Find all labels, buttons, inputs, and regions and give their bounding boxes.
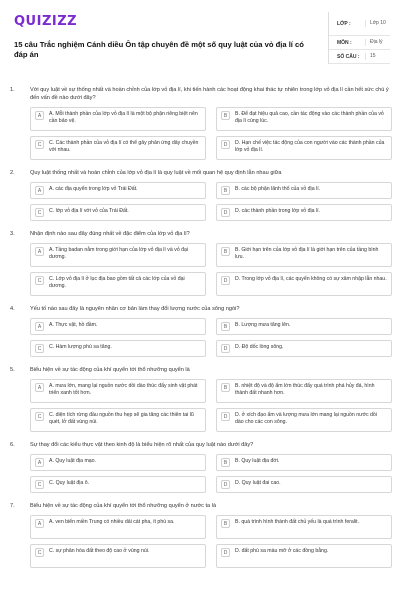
option-text: A. Mỗi thành phần của lớp vỏ địa lí là một bộ phận riêng biệt nên cần bảo vệ. xyxy=(49,111,198,124)
option-letter-box: A xyxy=(35,383,44,392)
quizizz-logo: QUIZIZZ xyxy=(14,14,78,29)
option-text: D. Độ dốc lòng sông. xyxy=(235,344,284,350)
option-letter-box: A xyxy=(35,519,44,528)
answer-option-b[interactable] xyxy=(216,107,392,131)
option-letter-box: A xyxy=(35,186,44,195)
option-text: D. Trong lớp vỏ địa lí, các quyển không có sự xâm nhập lẫn nhau. xyxy=(235,276,387,282)
answer-option-d[interactable] xyxy=(216,408,392,432)
answer-option-a[interactable] xyxy=(30,318,206,335)
question-header xyxy=(10,502,392,510)
question-header xyxy=(10,366,392,374)
question-4 xyxy=(10,305,392,357)
question-text: Biểu hiện về sự tác động của khí quyển tới thổ nhưỡng quyển là xyxy=(30,367,190,373)
option-text: C. lớp vỏ địa lí với vỏ của Trái Đất. xyxy=(49,208,129,214)
question-text: Quy luật thống nhất và hoàn chỉnh của lớp vỏ địa lí là quy luật về mối quan hệ quy định lẫn nhau giữa xyxy=(30,170,282,176)
meta-label: MÔN : xyxy=(337,39,352,46)
option-letter-box: C xyxy=(35,548,44,557)
answer-options xyxy=(10,182,392,221)
question-number: 2. xyxy=(10,170,15,176)
answer-option-c[interactable] xyxy=(30,476,206,493)
option-text: D. đất phù sa màu mỡ ở các đồng bằng. xyxy=(235,548,329,554)
option-letter-box: D xyxy=(221,344,230,353)
option-letter-box: A xyxy=(35,111,44,120)
meta-label: LỚP : xyxy=(337,20,351,27)
question-3 xyxy=(10,230,392,296)
option-text: D. ở xích đạo ẩm và lượng mưa lớn mang lại nguồn nước dồi dào cho các con sông. xyxy=(235,412,377,425)
question-number: 4. xyxy=(10,306,15,312)
option-letter-box: B xyxy=(221,247,230,256)
answer-option-a[interactable] xyxy=(30,107,206,131)
answer-options xyxy=(10,454,392,493)
answer-options xyxy=(10,379,392,432)
answer-option-b[interactable] xyxy=(216,318,392,335)
option-letter-box: B xyxy=(221,186,230,195)
answer-option-b[interactable] xyxy=(216,243,392,267)
answer-option-d[interactable] xyxy=(216,204,392,221)
meta-value: 15 xyxy=(365,53,376,60)
option-letter-box: A xyxy=(35,458,44,467)
option-text: B. Lượng mưa tăng lên. xyxy=(235,322,291,328)
answer-option-a[interactable] xyxy=(30,243,206,267)
option-letter-box: B xyxy=(221,111,230,120)
question-header xyxy=(10,86,392,102)
answer-option-c[interactable] xyxy=(30,340,206,357)
question-text: Biểu hiện về sự tác động của khí quyển tới thổ nhưỡng quyển ở nước ta là xyxy=(30,503,217,509)
option-text: C. diện tích rừng đầu nguồn thu hẹp sẽ gia tăng các thiên tai lũ quét, lở đất vùng núi. xyxy=(49,412,194,425)
answer-options xyxy=(10,107,392,160)
option-text: A. Thực vật, hồ đầm. xyxy=(49,322,98,328)
answer-option-a[interactable] xyxy=(30,515,206,539)
option-text: B. các bộ phận lãnh thổ của vỏ địa lí. xyxy=(235,186,321,192)
option-text: B. Để đạt hiệu quả cao, cần tác động vào các thành phần của vỏ địa lí cùng lúc. xyxy=(235,111,384,124)
meta-value: Lớp 10 xyxy=(365,20,386,27)
meta-row-subject xyxy=(329,36,390,50)
option-text: B. quá trình hình thành đất chủ yếu là quá trình feralit. xyxy=(235,519,360,525)
option-letter-box: B xyxy=(221,322,230,331)
worksheet-title: 15 câu Trắc nghiệm Cánh diều Ôn tập chuyên đề một số quy luật của vỏ địa lí có đáp án xyxy=(14,40,304,59)
question-list xyxy=(10,86,392,577)
meta-value: Địa lý xyxy=(365,39,383,46)
answer-option-d[interactable] xyxy=(216,272,392,296)
answer-option-d[interactable] xyxy=(216,476,392,493)
option-letter-box: C xyxy=(35,208,44,217)
option-letter-box: C xyxy=(35,140,44,149)
answer-option-b[interactable] xyxy=(216,379,392,403)
option-letter-box: B xyxy=(221,383,230,392)
option-letter-box: B xyxy=(221,458,230,467)
option-text: A. ven biển miền Trung có nhiều dải cát pha, ít phù sa. xyxy=(49,519,175,525)
option-text: C. Lớp vỏ địa lí ở lục địa bao gồm tất cả các lớp của vỏ đại dương. xyxy=(49,276,185,289)
option-letter-box: C xyxy=(35,276,44,285)
question-text: Yếu tố nào sau đây là nguyên nhân cơ bản làm thay đổi lượng nước của sông ngòi? xyxy=(30,306,240,312)
option-text: C. Quy luật địa ô. xyxy=(49,480,90,486)
option-text: A. Quy luật địa mạo. xyxy=(49,458,96,464)
option-text: C. sự phân hóa đất theo độ cao ở vùng núi. xyxy=(49,548,150,554)
answer-option-c[interactable] xyxy=(30,544,206,568)
question-5 xyxy=(10,366,392,432)
option-text: B. Giới hạn trên của lớp vỏ địa lí là giới hạn trên của tầng bình lưu. xyxy=(235,247,379,260)
worksheet-header xyxy=(10,8,390,70)
question-number: 6. xyxy=(10,442,15,448)
option-text: A. Tầng badan nằm trong giới hạn của lớp vỏ địa lí và vỏ đại dương. xyxy=(49,247,189,260)
option-letter-box: D xyxy=(221,140,230,149)
meta-row-count xyxy=(329,50,390,64)
answer-option-c[interactable] xyxy=(30,272,206,296)
answer-options xyxy=(10,243,392,296)
question-number: 1. xyxy=(10,87,15,93)
option-text: D. Quy luật đai cao. xyxy=(235,480,281,486)
option-letter-box: C xyxy=(35,412,44,421)
answer-option-a[interactable] xyxy=(30,379,206,403)
worksheet-meta-table xyxy=(328,12,390,64)
option-text: A. các địa quyển trong lớp vỏ Trái Đất. xyxy=(49,186,138,192)
answer-option-b[interactable] xyxy=(216,454,392,471)
answer-option-c[interactable] xyxy=(30,204,206,221)
question-header xyxy=(10,230,392,238)
meta-label: SỐ CÂU : xyxy=(337,53,360,60)
question-text: Nhận định nào sau đây đúng nhất về đặc điểm của lớp vỏ địa lí? xyxy=(30,231,190,237)
question-number: 3. xyxy=(10,231,15,237)
option-text: C. Hàm lượng phù sa tăng. xyxy=(49,344,112,350)
answer-option-d[interactable] xyxy=(216,136,392,160)
question-text: Với quy luật về sự thống nhất và hoàn chỉnh của lớp vỏ địa lí, khi tiến hành các hoạt động khai thác tự nhiên trong lớp vỏ địa lí cần hết sức chú ý đến vấn đề nào dưới đây? xyxy=(30,87,389,101)
answer-option-d[interactable] xyxy=(216,544,392,568)
answer-option-d[interactable] xyxy=(216,340,392,357)
question-number: 5. xyxy=(10,367,15,373)
option-letter-box: D xyxy=(221,276,230,285)
option-text: D. các thành phần trong lớp vỏ địa lí. xyxy=(235,208,321,214)
answer-option-b[interactable] xyxy=(216,182,392,199)
option-letter-box: A xyxy=(35,322,44,331)
answer-option-c[interactable] xyxy=(30,408,206,432)
answer-options xyxy=(10,515,392,568)
question-number: 7. xyxy=(10,503,15,509)
question-1 xyxy=(10,86,392,160)
answer-option-a[interactable] xyxy=(30,182,206,199)
answer-options xyxy=(10,318,392,357)
option-letter-box: D xyxy=(221,480,230,489)
answer-option-b[interactable] xyxy=(216,515,392,539)
question-text: Sự thay đổi các kiểu thực vật theo kinh độ là biểu hiện rõ nhất của quy luật nào dưới đây? xyxy=(30,442,254,448)
question-7 xyxy=(10,502,392,568)
option-letter-box: B xyxy=(221,519,230,528)
question-2 xyxy=(10,169,392,221)
option-letter-box: A xyxy=(35,247,44,256)
question-header xyxy=(10,305,392,313)
question-header xyxy=(10,169,392,177)
option-text: A. mưa lớn, mang lại nguồn nước dồi dào thúc đẩy sinh vật phát triển xanh tốt hơn. xyxy=(49,383,198,396)
question-header xyxy=(10,441,392,449)
option-letter-box: C xyxy=(35,344,44,353)
answer-option-a[interactable] xyxy=(30,454,206,471)
option-letter-box: D xyxy=(221,548,230,557)
option-text: B. Quy luật địa đới. xyxy=(235,458,280,464)
option-letter-box: D xyxy=(221,208,230,217)
option-letter-box: D xyxy=(221,412,230,421)
answer-option-c[interactable] xyxy=(30,136,206,160)
option-text: D. Hạn chế việc tác động của con người vào các thành phần của lớp vỏ địa lí. xyxy=(235,140,385,153)
option-letter-box: C xyxy=(35,480,44,489)
meta-row-grade xyxy=(329,12,390,36)
question-6 xyxy=(10,441,392,493)
option-text: B. nhiệt độ và độ ẩm lớn thúc đẩy quá trình phá hủy đá, hình thành đất nhanh hơn. xyxy=(235,383,375,396)
option-text: C. Các thành phần của vỏ địa lí có thể gây phản ứng dây chuyền với nhau. xyxy=(49,140,199,153)
